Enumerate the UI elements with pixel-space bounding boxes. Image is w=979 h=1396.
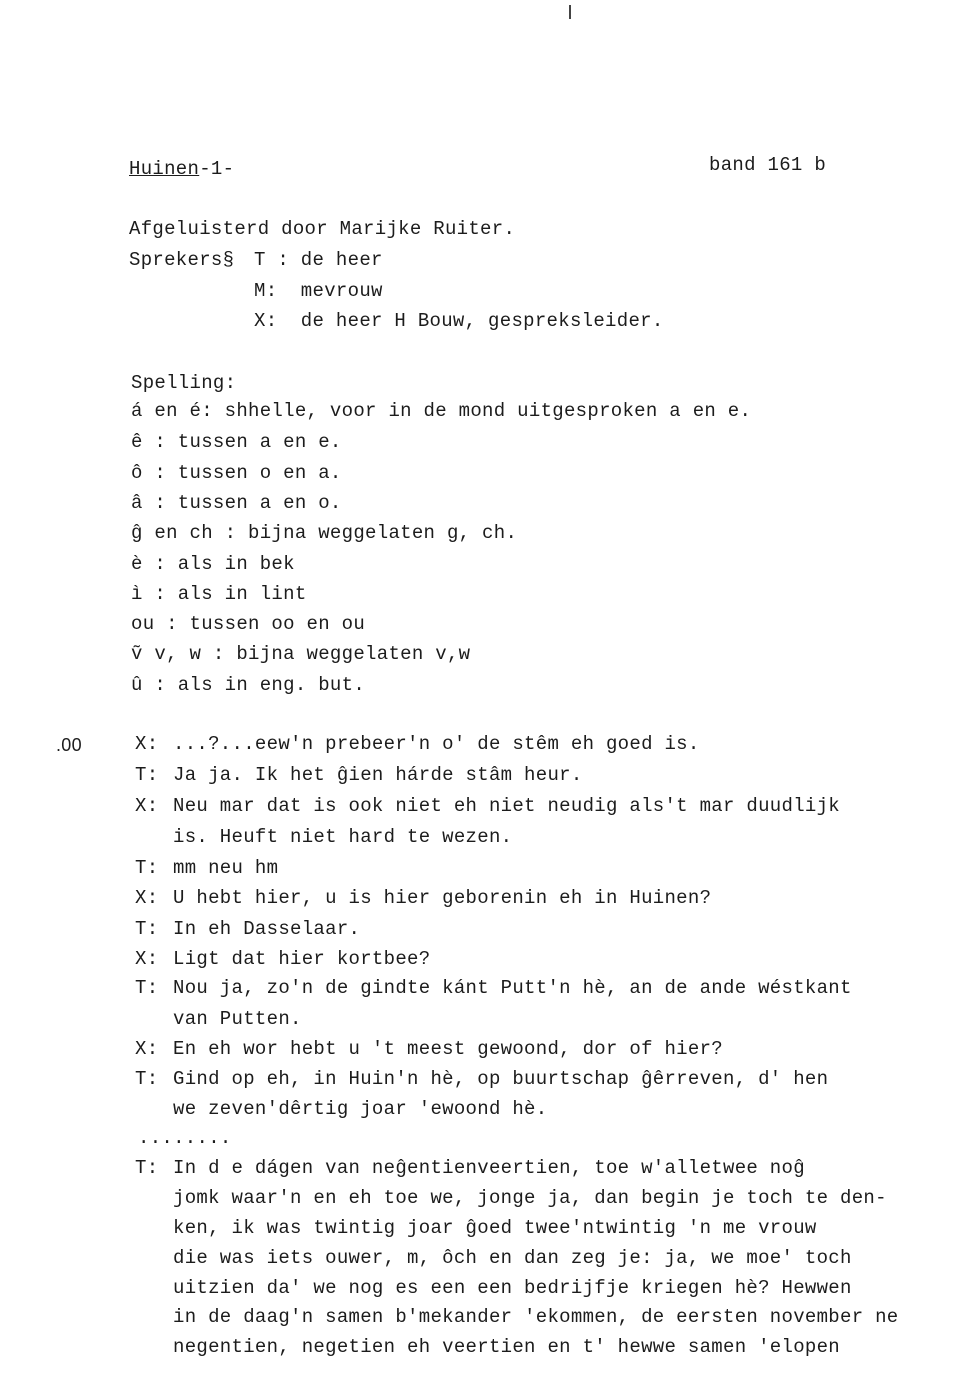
speaker-tag: X: [135, 887, 159, 909]
speaker-tag: T: [135, 1157, 159, 1179]
speaker-line: T : de heer [254, 249, 383, 271]
transcript-line: In d e dágen van neĝentienveertien, toe w'alletwee noĝ [173, 1157, 805, 1179]
spelling-row: â : tussen a en o. [131, 492, 342, 514]
transcript-line: Gind op eh, in Huin'n hè, op buurtschap ĝêrreven, d' hen [173, 1068, 829, 1090]
band-number: band 161 b [709, 154, 827, 176]
doc-title: Huinen [129, 158, 200, 180]
transcript-line: van Putten. [173, 1008, 302, 1030]
transcript-line: In eh Dasselaar. [173, 918, 361, 940]
speaker-tag: T: [135, 918, 159, 940]
transcript-line: En eh wor hebt u 't meest gewoond, dor of hier? [173, 1038, 723, 1060]
transcript-line: jomk waar'n en eh toe we, jonge ja, dan begin je toch te den- [173, 1187, 887, 1209]
doc-title-suffix: -1- [199, 158, 235, 180]
spelling-row: á en é: shhelle, voor in de mond uitgesproken a en e. [131, 400, 752, 422]
transcript-line: Neu mar dat is ook niet eh niet neudig als't mar duudlijk [173, 795, 841, 817]
header-title-line [129, 158, 234, 180]
transcript-line: Ligt dat hier kortbee? [173, 948, 431, 970]
listened-by: Afgeluisterd door Marijke Ruiter. [129, 218, 516, 240]
spelling-heading: Spelling: [131, 372, 237, 394]
spelling-row: ṽ v, w : bijna weggelaten v,w [131, 643, 471, 665]
timestamp: .00 [56, 735, 82, 755]
transcript-line: Nou ja, zo'n de gindte kánt Putt'n hè, an de ande wéstkant [173, 977, 852, 999]
speaker-tag: X: [135, 948, 159, 970]
speaker-line: M: mevrouw [254, 280, 383, 302]
speaker-tag: X: [135, 1038, 159, 1060]
scan-mark [569, 5, 571, 19]
transcript-line: in de daag'n samen b'mekander 'ekommen, de eersten november ne [173, 1306, 899, 1328]
speaker-tag: T: [135, 1068, 159, 1090]
spelling-row: ê : tussen a en e. [131, 431, 342, 453]
spelling-row: ou : tussen oo en ou [131, 613, 366, 635]
spelling-row: ô : tussen o en a. [131, 462, 342, 484]
spelling-row: ì : als in lint [131, 583, 307, 605]
speaker-tag: T: [135, 764, 159, 786]
speaker-tag: X: [135, 733, 159, 755]
speaker-tag: T: [135, 857, 159, 879]
transcript-line: negentien, negetien eh veertien en t' hewwe samen 'elopen [173, 1336, 841, 1358]
transcript-line: is. Heuft niet hard te wezen. [173, 826, 513, 848]
transcript-line: uitzien da' we nog es een een bedrijfje kriegen hè? Hewwen [173, 1277, 852, 1299]
speakers-label: Sprekers§ [129, 249, 235, 271]
transcript-line: we zeven'dêrtig joar 'ewoond hè. [173, 1098, 548, 1120]
speaker-tag: X: [135, 795, 159, 817]
transcript-line: Ja ja. Ik het ĝien hárde stâm heur. [173, 764, 583, 786]
transcript-line: U hebt hier, u is hier geborenin eh in Huinen? [173, 887, 712, 909]
transcript-line: ...?...eew'n prebeer'n o' de stêm eh goed is. [173, 733, 700, 755]
spelling-row: è : als in bek [131, 553, 295, 575]
spelling-row: ĝ en ch : bijna weggelaten g, ch. [131, 522, 518, 544]
speaker-line: X: de heer H Bouw, gespreksleider. [254, 310, 664, 332]
speaker-tag: T: [135, 977, 159, 999]
spelling-row: û : als in eng. but. [131, 674, 366, 696]
transcript-line: mm neu hm [173, 857, 279, 879]
transcript-line: die was iets ouwer, m, ôch en dan zeg je: ja, we moe' toch [173, 1247, 852, 1269]
ellipsis-line: ........ [138, 1127, 232, 1149]
transcript-line: ken, ik was twintig joar ĝoed twee'ntwintig 'n me vrouw [173, 1217, 817, 1239]
